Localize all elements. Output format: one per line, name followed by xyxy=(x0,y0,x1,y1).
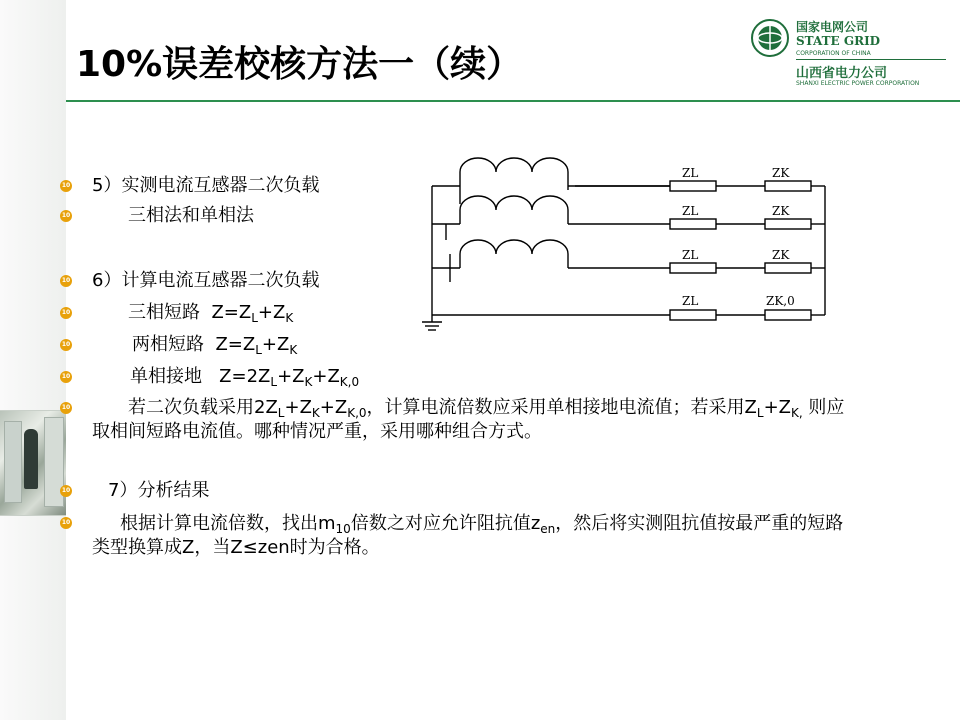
resistor-zk0-4 xyxy=(765,310,811,320)
para-sub: K xyxy=(311,406,320,420)
para-sub: en xyxy=(540,522,556,536)
load-choice-paragraph xyxy=(92,396,852,444)
para-text: 则应取相间短路电流值。哪种情况严重，采用哪种组合方式。 xyxy=(92,397,845,442)
formula-sub: K xyxy=(285,311,294,325)
formula-sub: L xyxy=(251,311,258,325)
label-zl-1: ZL xyxy=(682,166,699,180)
formula-sub: L xyxy=(255,343,262,357)
resistor-zl-4 xyxy=(670,310,716,320)
bullet-icon: 10 xyxy=(60,180,72,192)
slide-title: 10%误差校核方法一（续） xyxy=(76,44,523,85)
logo-group-en-sub: CORPORATION OF CHINA xyxy=(796,50,871,57)
formula-sub: K,0 xyxy=(339,375,360,389)
item-5-heading: 5）实测电流互感器二次负载 xyxy=(92,175,320,196)
formula-part: +Z xyxy=(277,366,305,387)
logo-company-cn: 山西省电力公司 xyxy=(796,66,888,81)
para-text: +Z xyxy=(763,397,791,418)
three-phase-short-formula xyxy=(128,302,293,324)
bullet-icon: 10 xyxy=(60,339,72,351)
left-decorative-band xyxy=(0,0,66,720)
resistor-zk-1 xyxy=(765,181,811,191)
formula-sub: K xyxy=(289,343,298,357)
ct-coil-2 xyxy=(460,196,568,224)
label-zk-1: ZK xyxy=(772,166,790,180)
resistor-zl-3 xyxy=(670,263,716,273)
label-zk-2: ZK xyxy=(772,204,790,218)
bullet-icon: 10 xyxy=(60,275,72,287)
para-text: +Z xyxy=(284,397,312,418)
item-7-heading: 7）分析结果 xyxy=(108,480,210,501)
para-text: ，计算电流倍数应采用单相接地电流值；若采用Z xyxy=(366,397,757,418)
para-sub: K,0 xyxy=(347,406,367,420)
resistor-zl-1 xyxy=(670,181,716,191)
two-phase-short-formula xyxy=(132,334,297,356)
ct-coil-3 xyxy=(460,240,568,268)
para-text: 倍数之对应允许阻抗值z xyxy=(350,513,541,534)
logo-group-en: STATE GRID xyxy=(796,34,881,48)
formula-part: Z=2Z xyxy=(219,366,271,387)
item-5-methods: 三相法和单相法 xyxy=(128,205,254,226)
para-text: 若二次负载采用2Z xyxy=(128,397,278,418)
formula-label: 三相短路 xyxy=(128,302,200,323)
substation-photo xyxy=(0,410,66,516)
para-sub: L xyxy=(756,406,764,420)
title-divider xyxy=(66,100,960,102)
formula-label: 两相短路 xyxy=(132,334,204,355)
para-text: ，然后将实测阻抗值按最严重的短路类型换算成Z，当Z≤zen时为合格。 xyxy=(92,513,844,558)
para-text: 根据计算电流倍数，找出m xyxy=(120,513,336,534)
formula-sub: L xyxy=(270,375,278,389)
bullet-icon: 10 xyxy=(60,402,72,414)
bullet-icon: 10 xyxy=(60,371,72,383)
para-text: +Z xyxy=(319,397,348,418)
logo-group-cn: 国家电网公司 xyxy=(796,20,869,34)
photo-worker xyxy=(24,429,38,489)
formula-part: Z=Z xyxy=(211,302,252,323)
formula-sub: K xyxy=(304,375,313,389)
resistor-zk-3 xyxy=(765,263,811,273)
photo-panel-left xyxy=(4,421,22,503)
single-phase-ground-formula xyxy=(130,366,359,388)
label-zk-3: ZK xyxy=(772,248,790,262)
ct-coil-1 xyxy=(460,158,568,186)
item-6-heading: 6）计算电流互感器二次负载 xyxy=(92,270,320,291)
label-zl-3: ZL xyxy=(682,248,699,262)
result-paragraph xyxy=(92,512,852,560)
resistor-zk-2 xyxy=(765,219,811,229)
bullet-icon: 10 xyxy=(60,485,72,497)
logo-company-en: SHANXI ELECTRIC POWER CORPORATION xyxy=(796,80,920,87)
state-grid-emblem-icon xyxy=(750,18,790,58)
formula-part: +Z xyxy=(261,334,290,355)
label-zk0-4: ZK,0 xyxy=(766,294,795,308)
label-zl-4: ZL xyxy=(682,294,699,308)
bullet-icon: 10 xyxy=(60,307,72,319)
label-zl-2: ZL xyxy=(682,204,699,218)
formula-label: 单相接地 xyxy=(130,366,202,387)
bullet-icon: 10 xyxy=(60,210,72,222)
formula-part: +Z xyxy=(257,302,286,323)
resistor-zl-2 xyxy=(670,219,716,229)
ct-secondary-circuit-diagram xyxy=(420,150,840,335)
logo-divider xyxy=(796,59,946,60)
para-sub: L xyxy=(277,406,285,420)
para-sub: 10 xyxy=(335,522,351,536)
state-grid-logo xyxy=(744,10,954,90)
bullet-icon: 10 xyxy=(60,517,72,529)
para-sub: K, xyxy=(790,406,803,420)
formula-part: +Z xyxy=(312,366,340,387)
formula-part: Z=Z xyxy=(215,334,256,355)
